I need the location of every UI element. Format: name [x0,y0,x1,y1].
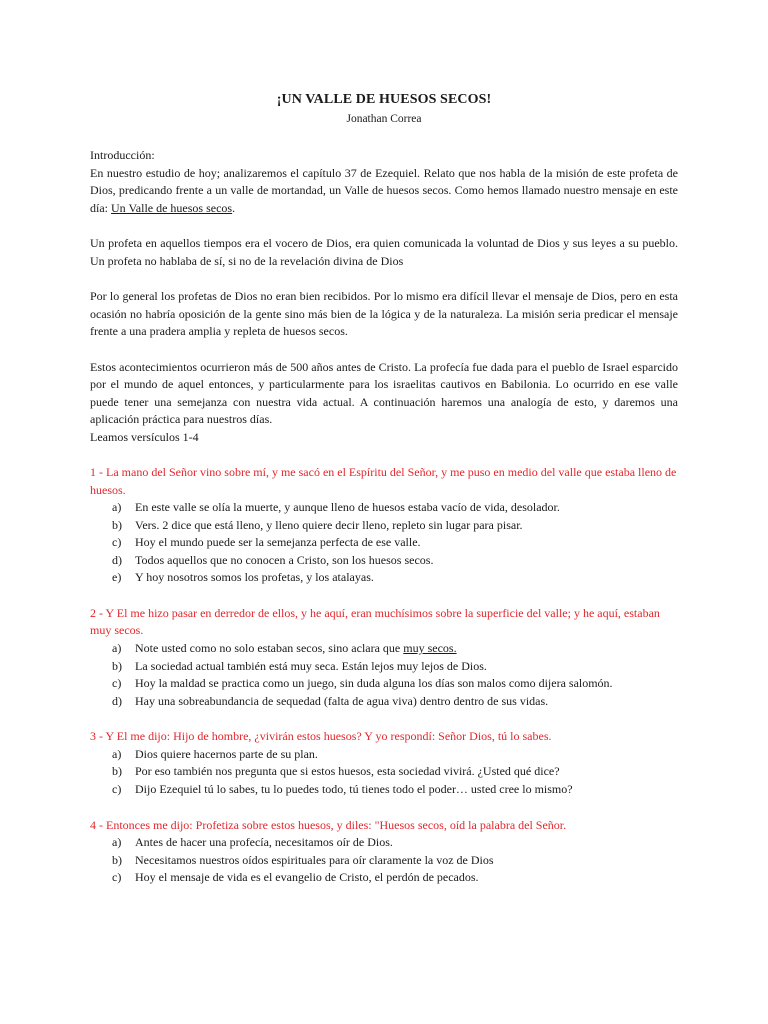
list-item-text: La sociedad actual también está muy seca. Están lejos muy lejos de Dios. [135,658,487,673]
list-item-label: a) [112,835,122,850]
list-item [90,852,678,870]
intro-paragraph-5: Leamos versículos 1-4 [90,429,199,444]
list-item-text: Necesitamos nuestros oídos espirituales para oír claramente la voz de Dios [135,852,494,867]
verse-3-text: 3 - Y El me dijo: Hijo de hombre, ¿vivirán estos huesos? Y yo respondí: Señor Dios, tú lo sabes. [90,729,552,744]
list-item-text: Note usted como no solo estaban secos, sino aclara que [135,640,404,655]
document-body [90,147,678,887]
list-item-label: d) [112,693,122,708]
list-item-text: Vers. 2 dice que está lleno, y lleno quiere decir lleno, repleto sin lugar para pisar. [135,517,523,532]
verse-2-text: 2 - Y El me hizo pasar en derredor de ellos, y he aquí, eran muchísimos sobre la superficie del valle; y he aquí, estaban muy secos. [90,605,660,638]
list-item-label: a) [112,746,122,761]
list-item-label: e) [112,570,122,585]
list-item [90,675,678,693]
intro-p1-end: . [232,200,236,215]
list-item-label: c) [112,676,122,691]
list-item [90,517,678,535]
verse-3-points [90,746,678,799]
list-item [90,693,678,711]
list-item-text: Dios quiere hacernos parte de su plan. [135,746,318,761]
list-item [90,658,678,676]
list-item-text: Y hoy nosotros somos los profetas, y los atalayas. [135,570,374,585]
list-item [90,781,678,799]
list-item [90,834,678,852]
underlined-phrase: muy secos. [403,640,457,655]
list-item-label: b) [112,517,122,532]
verse-2-points [90,640,678,710]
intro-paragraph-3: Por lo general los profetas de Dios no eran bien recibidos. Por lo mismo era difícil llevar el mensaje de Dios, pero en esta ocasión no habría oposición de la gente sino más bien de la lógica y de la naturaleza. La misión seria predicar el mensaje frente a una pradera amplia y repleta de huesos secos. [90,289,678,338]
list-item-text: Hoy la maldad se practica como un juego, sin duda alguna los días son malos como dijera salomón. [135,676,613,691]
list-item-text: Antes de hacer una profecía, necesitamos oír de Dios. [135,835,393,850]
list-item-text: Todos aquellos que no conocen a Cristo, son los huesos secos. [135,552,434,567]
verse-1-points [90,499,678,587]
list-item-label: b) [112,852,122,867]
intro-p1-text: En nuestro estudio de hoy; analizaremos el capítulo 37 de Ezequiel. Relato que nos habla de la misión de este profeta de Dios, predicando frente a un valle de mortandad, un Valle de huesos secos. Como hemos llamado nuestro mensaje en este día: [90,165,678,215]
list-item [90,534,678,552]
list-item-label: c) [112,535,122,550]
list-item-label: a) [112,500,122,514]
list-item [90,763,678,781]
list-item-text: Hoy el mensaje de vida es el evangelio de Cristo, el perdón de pecados. [135,870,479,885]
list-item [90,552,678,570]
list-item-label: c) [112,870,122,885]
list-item [90,569,678,587]
list-item-text: Hoy el mundo puede ser la semejanza perfecta de ese valle. [135,535,421,550]
list-item-label: c) [112,782,122,797]
list-item-text: En este valle se olía la muerte, y aunque lleno de huesos estaba vacío de vida, desolador. [135,500,560,514]
intro-paragraph-1 [90,165,678,218]
author-name: Jonathan Correa [346,113,422,125]
intro-paragraph-2: Un profeta en aquellos tiempos era el vocero de Dios, era quien comunicada la voluntad de Dios y sus leyes a su pueblo. Un profeta no hablaba de sí, si no de la revelación divina de Dios [90,236,678,268]
document-title: ¡UN VALLE DE HUESOS SECOS! [276,92,492,107]
list-item-label: d) [112,552,122,567]
intro-paragraph-4: Estos acontecimientos ocurrieron más de 500 años antes de Cristo. La profecía fue dada para el pueblo de Israel esparcido por el mundo de aquel entonces, y particularmente para los israelitas cautivos en Babilonia. Lo ocurrido en ese valle puede tener una semejanza con nuestra vida actual. A continuación haremos una analogía de esto, y daremos una aplicación práctica para nuestros días. [90,359,678,426]
list-item-label: b) [112,764,122,779]
message-title-underlined: Un Valle de huesos secos [111,200,233,215]
intro-heading: Introducción: [90,148,155,162]
list-item [90,499,678,517]
list-item-text: Por eso también nos pregunta que si estos huesos, esta sociedad vivirá. ¿Usted qué dice? [135,764,560,779]
list-item-label: a) [112,640,122,655]
list-item [90,640,678,658]
list-item [90,746,678,764]
verse-1-text: 1 - La mano del Señor vino sobre mí, y me sacó en el Espíritu del Señor, y me puso en medio del valle que estaba lleno de huesos. [90,465,677,497]
list-item-label: b) [112,658,122,673]
list-item [90,869,678,887]
list-item-text: Dijo Ezequiel tú lo sabes, tu lo puedes todo, tú tienes todo el poder… usted cree lo mismo? [135,782,573,797]
list-item-text: Hay una sobreabundancia de sequedad (falta de agua viva) dentro dentro de sus vidas. [135,693,549,708]
verse-4-text: 4 - Entonces me dijo: Profetiza sobre estos huesos, y diles: "Huesos secos, oíd la palabra del Señor. [90,817,567,832]
verse-4-points [90,834,678,887]
